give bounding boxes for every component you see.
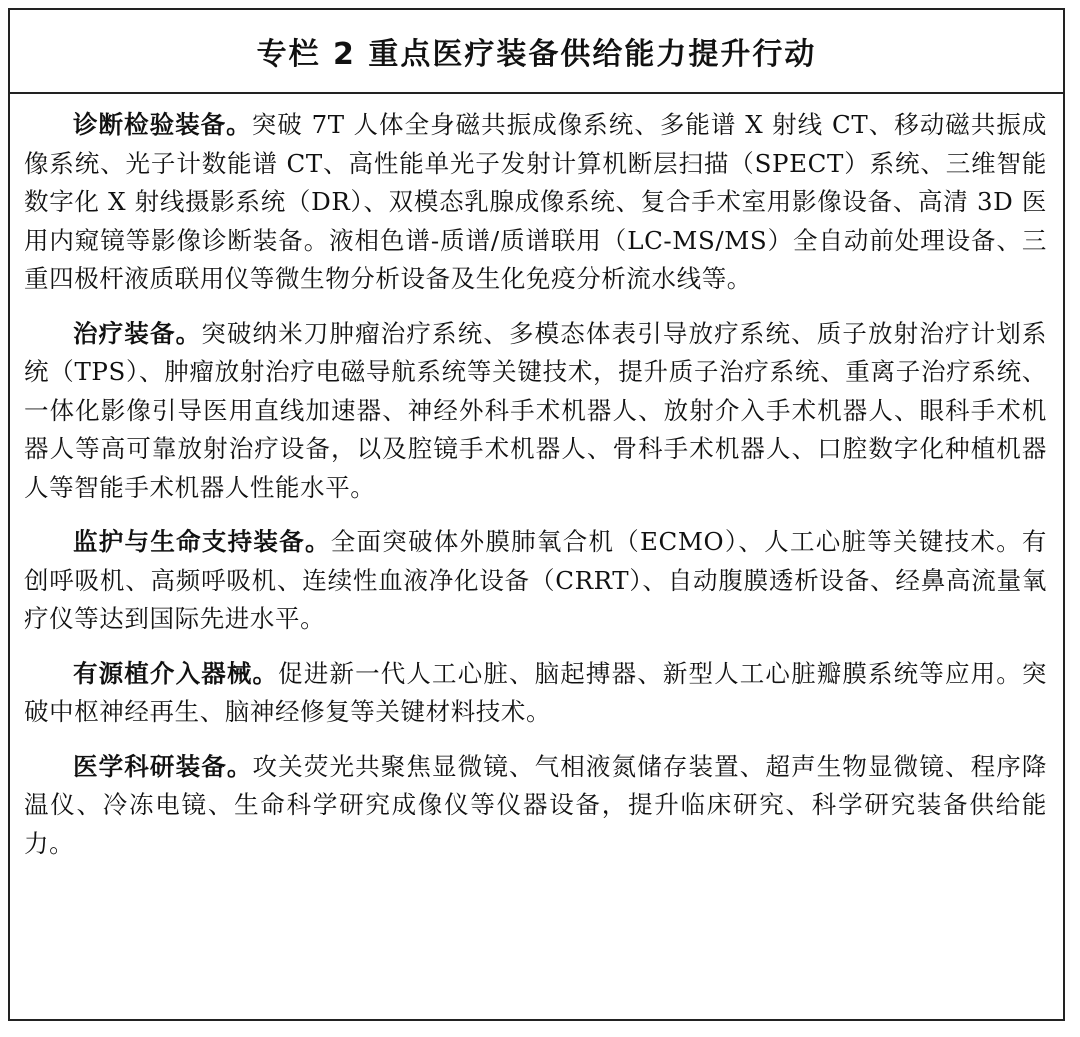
section-heading: 诊断检验装备。 [73,110,252,139]
section-body: 突破 7T 人体全身磁共振成像系统、多能谱 X 射线 CT、移动磁共振成像系统、光子计数能谱 CT、高性能单光子发射计算机断层扫描（SPECT）系统、三维智能数字化 X 射线摄影系统（DR）、双模态乳腺成像系统、复合手术室用影像设备、高清 3D 医用内窥镜等影像诊断装备。液相色谱-质谱/质谱联用（LC-MS/MS）全自动前处理设备、三重四极杆液质联用仪等微生物分析设备及生化免疫分析流水线等。 [24,110,1047,293]
section-heading: 治疗装备。 [73,318,202,348]
column-title: 专栏 2 重点医疗装备供给能力提升行动 [256,37,817,72]
column-content [10,94,1063,863]
section-diagnostic [24,106,1047,299]
column-box [8,8,1065,1021]
section-body: 全面突破体外膜肺氧合机（ECMO）、人工心脏等关键技术。有创呼吸机、高频呼吸机、连续性血液净化设备（CRRT）、自动腹膜透析设备、经鼻高流量氧疗仪等达到国际先进水平。 [24,527,1048,633]
section-heading: 监护与生命支持装备。 [73,527,331,556]
section-body: 促进新一代人工心脏、脑起搏器、新型人工心脏瓣膜系统等应用。突破中枢神经再生、脑神经修复等关键材料技术。 [24,658,1047,726]
section-body: 突破纳米刀肿瘤治疗系统、多模态体表引导放疗系统、质子放射治疗计划系统（TPS）、肿瘤放射治疗电磁导航系统等关键技术，提升质子治疗系统、重离子治疗系统、一体化影像引导医用直线加速器、神经外科手术机器人、放射介入手术机器人、眼科手术机器人等高可靠放射治疗设备，以及腔镜手术机器人、骨科手术机器人、口腔数字化种植机器人等智能手术机器人性能水平。 [24,318,1048,502]
section-research [24,748,1047,864]
section-treatment [24,315,1047,508]
section-monitoring [24,523,1047,639]
section-heading: 有源植介入器械。 [73,658,279,688]
section-implant [24,655,1047,732]
column-header [10,10,1063,94]
section-body: 攻关荧光共聚焦显微镜、气相液氮储存装置、超声生物显微镜、程序降温仪、冷冻电镜、生命科学研究成像仪等仪器设备，提升临床研究、科学研究装备供给能力。 [24,751,1047,858]
section-heading: 医学科研装备。 [73,751,253,781]
